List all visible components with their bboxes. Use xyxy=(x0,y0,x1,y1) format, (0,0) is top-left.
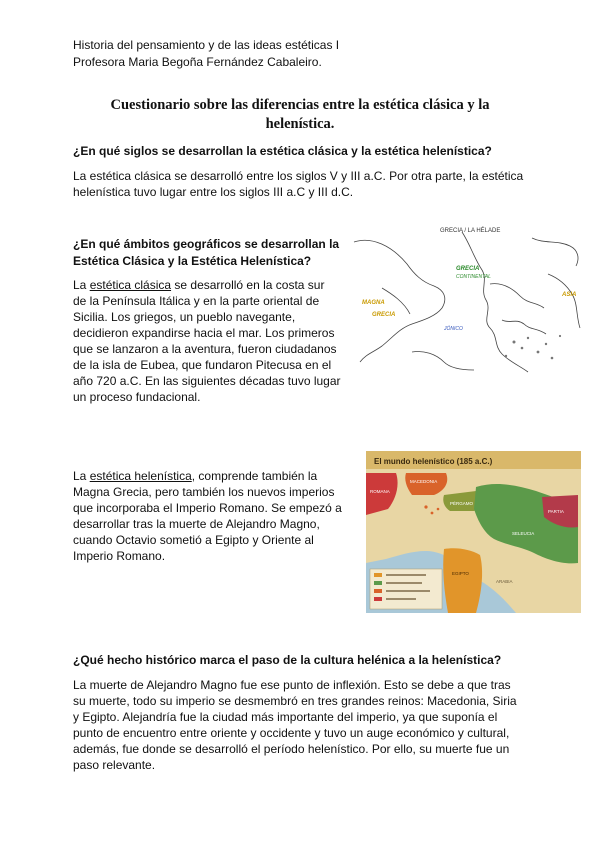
question-1: ¿En qué siglos se desarrollan la estética clásica y la estética helenística? xyxy=(73,144,492,158)
map1-label-grecia: GRECIA xyxy=(456,266,480,272)
map2-label-arabia: ARABIA xyxy=(496,579,513,584)
answer-4-line-4: punto de encuentro entre oriente y occidente y tuvo un auge económico y cultural, xyxy=(73,726,510,740)
link-estetica-helenistica[interactable]: estética helenística xyxy=(89,469,192,483)
answer-2-line-1: La estética clásica se desarrolló en la costa sur xyxy=(73,278,325,292)
map1-label-jonico: JÓNICO xyxy=(444,326,463,332)
answer-2-line-3: Sicilia. Los griegos, un pueblo navegante, xyxy=(73,310,296,324)
question-2-line-2: Estética Clásica y la Estética Helenística? xyxy=(73,254,312,268)
map2-label-pergamo: PÉRGAMO xyxy=(450,501,474,506)
answer-4-line-6: paso relevante. xyxy=(73,758,156,772)
answer-2-line-2: de la Península Itálica y en la parte oriental de xyxy=(73,294,320,308)
answer-3-line-2: Magna Grecia, pero también los nuevos imperios xyxy=(73,485,335,499)
question-3: ¿Qué hecho histórico marca el paso de la cultura helénica a la helenística? xyxy=(73,653,502,667)
map2-label-egipto: EGIPTO xyxy=(452,571,469,576)
greece-map-image xyxy=(352,224,582,376)
answer-3-line-1: La estética helenística, comprende también la xyxy=(73,469,318,483)
map2-label-romana: ROMANA xyxy=(370,489,390,494)
answer-1-line-2: helenística tuvo lugar entre los siglos III a.C y III d.C. xyxy=(73,185,354,199)
answer-2-line-5: que se lanzaron a la aventura, fueron ciudadanos xyxy=(73,342,337,356)
answer-1-line-1: La estética clásica se desarrolló entre los siglos V y III a.C. Por otra parte, la estética xyxy=(73,169,524,183)
answer-2-line-8: un proceso fundacional. xyxy=(73,390,201,404)
answer-4-line-5: además, fue donde se desarrolló el período helenístico. Por ello, su muerte fue un xyxy=(73,742,510,756)
map2-label-partia: PARTIA xyxy=(548,509,564,514)
answer-2-line-4: decidieron expandirse hacia el mar. Los primeros xyxy=(73,326,335,340)
document-title xyxy=(60,96,540,134)
map1-title: GRECIA / LA HÉLADE xyxy=(440,228,501,234)
answer-2-line-7: año 720 a.C. En las siguientes décadas tuvo lugar xyxy=(73,374,341,388)
answer-3-line-4: desarrollar tras la muerte de Alejandro Magno, xyxy=(73,517,320,531)
title-line-1: Cuestionario sobre las diferencias entre la estética clásica y la xyxy=(110,97,490,113)
map1-label-asia: ASIA xyxy=(562,292,577,298)
title-line-2: helenística. xyxy=(265,116,335,132)
answer-2-line-6: de la isla de Eubea, que fundaron Pitecusa en el xyxy=(73,358,332,372)
header-course: Historia del pensamiento y de las ideas estéticas I xyxy=(73,38,340,52)
link-estetica-clasica[interactable]: estética clásica xyxy=(89,278,172,292)
answer-4-line-3: y Egipto. Alejandría fue la ciudad más importante del imperio, ya que suponía el xyxy=(73,710,498,724)
map2-label-macedonia: MACEDONIA xyxy=(410,479,438,484)
answer-3-line-5: cuando Octavio sometió a Egipto y Oriente al xyxy=(73,533,314,547)
map2-title: El mundo helenístico (185 a.C.) xyxy=(374,457,493,466)
map2-label-seleucia: SELEUCIA xyxy=(512,531,535,536)
question-2-line-1: ¿En qué ámbitos geográficos se desarrollan la xyxy=(73,237,340,251)
header-teacher: Profesora Maria Begoña Fernández Cabaleiro. xyxy=(73,55,322,69)
answer-4-line-1: La muerte de Alejandro Magno fue ese punto de inflexión. Esto se debe a que tras xyxy=(73,678,511,692)
map1-label-magna-grecia: GRECIA xyxy=(372,312,396,318)
map1-label-continental: CONTINENTAL xyxy=(456,274,491,280)
answer-3-line-6: Imperio Romano. xyxy=(73,549,166,563)
answer-3-line-3: que incorporaba el Imperio Romano. Se empezó a xyxy=(73,501,342,515)
map1-label-magna: MAGNA xyxy=(362,300,385,306)
hellenistic-world-map-image xyxy=(366,451,581,613)
answer-4-line-2: su muerte, todo su imperio se desmembró en tres grandes reinos: Macedonia, Siria xyxy=(73,694,517,708)
